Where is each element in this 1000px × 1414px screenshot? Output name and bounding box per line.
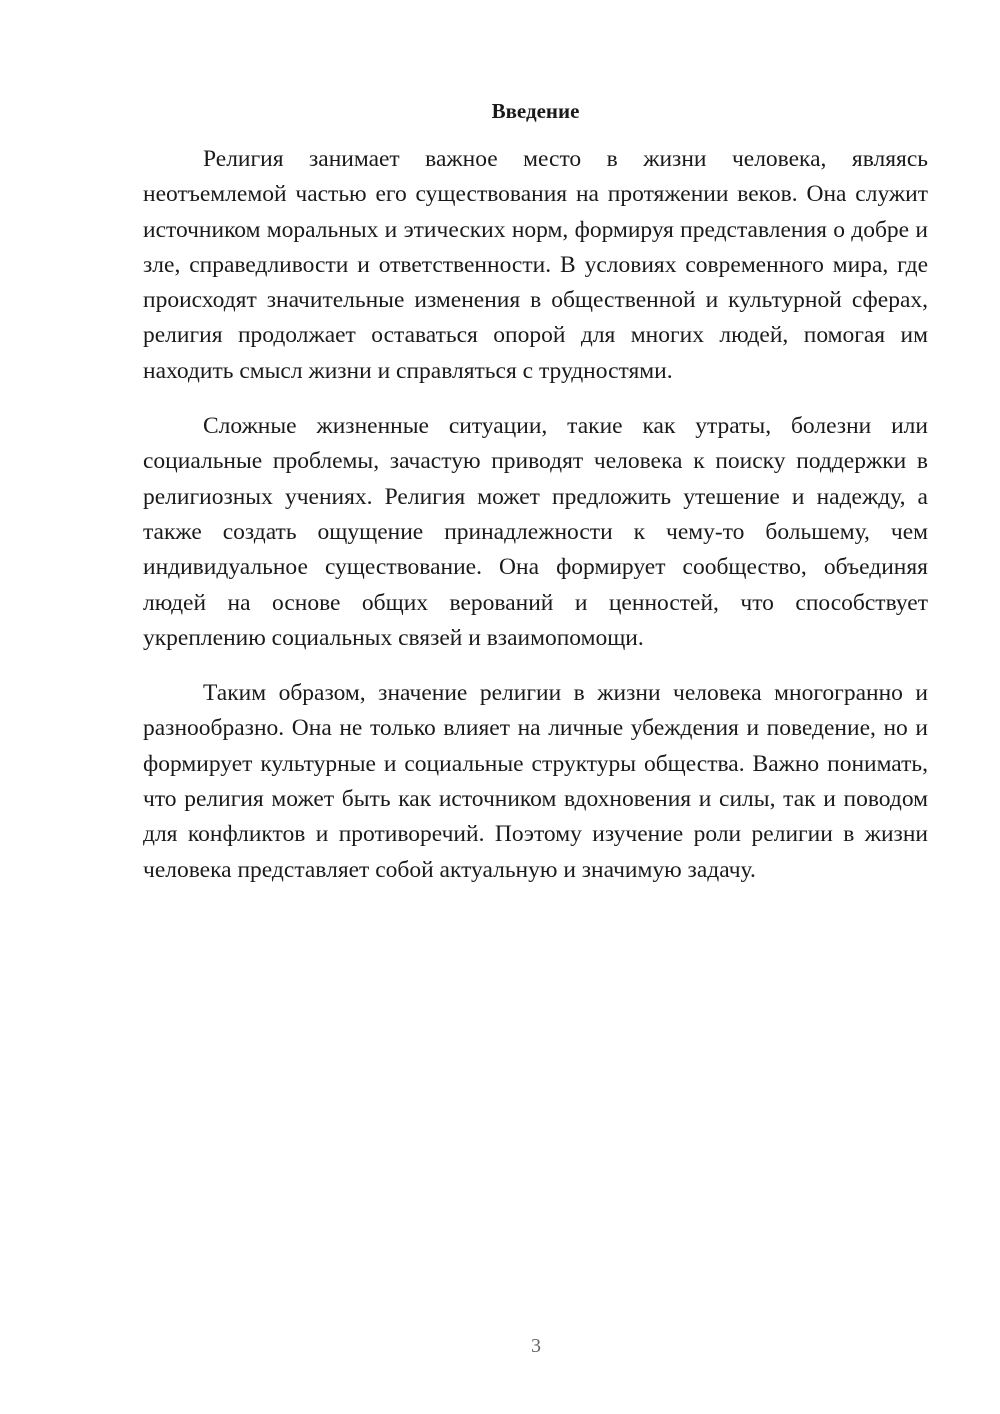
paragraph-2: Сложные жизненные ситуации, такие как утраты, болезни или социальные проблемы, зачастую приводят человека к поиску поддержки в религиозных учениях. Религия может предложить утешение и надежду, а также создать ощущение принадлежности к чему-то большему, чем индивидуальное существование. Она формирует сообщество, объединяя людей на основе общих верований и ценностей, что способствует укреплению социальных связей и взаимопомощи. [143,413,928,651]
paragraph-1: Религия занимает важное место в жизни человека, являясь неотъемлемой частью его существования на протяжении веков. Она служит источником моральных и этических норм, формируя представления о добре и зле, справедливости и ответственности. В условиях современного мира, где происходят значительные изменения в общественной и культурной сферах, религия продолжает оставаться опорой для многих людей, помогая им находить смысл жизни и справляться с трудностями. [143,146,928,384]
body-text [143,142,928,908]
paragraph-3: Таким образом, значение религии в жизни человека многогранно и разнообразно. Она не только влияет на личные убеждения и поведение, но и формирует культурные и социальные структуры общества. Важно понимать, что религия может быть как источником вдохновения и силы, так и поводом для конфликтов и противоречий. Поэтому изучение роли религии в жизни человека представляет собой актуальную и значимую задачу. [143,680,928,883]
page-number: 3 [531,1335,541,1357]
section-heading: Введение [491,99,580,123]
